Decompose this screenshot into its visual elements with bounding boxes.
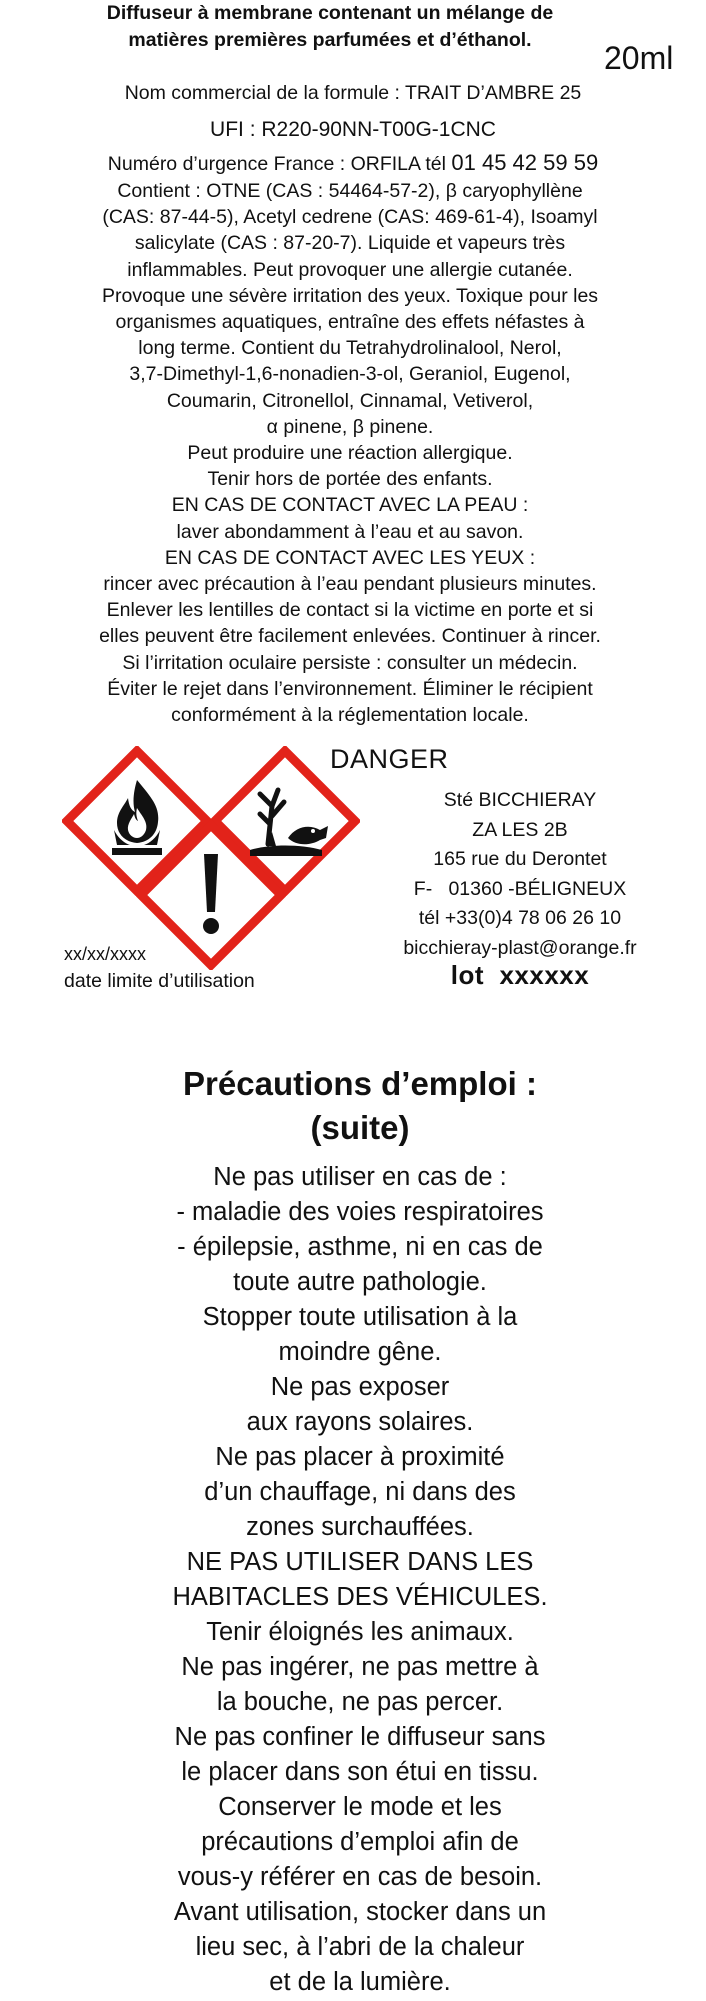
precaution-line: Ne pas utiliser en cas de : [213, 1163, 507, 1191]
company-zone: ZA LES 2B [472, 818, 568, 841]
precaution-line: moindre gêne. [278, 1338, 442, 1366]
product-header [30, 0, 630, 54]
precaution-line: le placer dans son étui en tissu. [181, 1758, 539, 1786]
precaution-line: vous-y référer en cas de besoin. [177, 1863, 543, 1891]
precaution-line: Stopper toute utilisation à la [202, 1303, 518, 1331]
precaution-line: Ne pas exposer [270, 1373, 450, 1401]
precaution-line: précautions d’emploi afin de [201, 1828, 519, 1856]
expiry-date: xx/xx/xxxx [64, 944, 147, 964]
composition-line: rincer avec précaution à l’eau pendant plusieurs minutes. [103, 573, 597, 596]
composition-line: 3,7-Dimethyl-1,6-nonadien-3-ol, Geraniol, Eugenol, [129, 363, 571, 386]
precaution-line: la bouche, ne pas percer. [216, 1688, 504, 1716]
precaution-line: d’un chauffage, ni dans des [204, 1478, 516, 1506]
precaution-line: Ne pas confiner le diffuseur sans [174, 1723, 546, 1751]
composition-line: conformément à la réglementation locale. [171, 704, 529, 727]
company-street: 165 rue du Derontet [433, 848, 607, 870]
precaution-line: NE PAS UTILISER DANS LES [186, 1548, 534, 1576]
precautions-text [100, 1160, 620, 2000]
composition-line: Enlever les lentilles de contact si la victime en porte et si [106, 599, 594, 622]
composition-line: elles peuvent être facilement enlevées. Continuer à rincer. [99, 625, 601, 648]
composition-line: EN CAS DE CONTACT AVEC LA PEAU : [171, 494, 529, 517]
expiry-label: date limite d’utilisation [64, 970, 255, 992]
composition-line: α pinene, β pinene. [266, 415, 434, 438]
composition-line: Contient : OTNE (CAS : 54464-57-2), β caryophyllène [117, 180, 583, 202]
precaution-line: Ne pas ingérer, ne pas mettre à [181, 1653, 539, 1681]
company-phone: tél +33(0)4 78 06 26 10 [418, 907, 622, 929]
precautions-title-line-2: (suite) [310, 1109, 410, 1146]
composition-line: long terme. Contient du Tetrahydrolinalool, Nerol, [138, 337, 562, 360]
company-city: F- 01360 -BÉLIGNEUX [413, 877, 627, 900]
precaution-line: Tenir éloignés les animaux. [206, 1618, 514, 1646]
precaution-line: HABITACLES DES VÉHICULES. [172, 1583, 548, 1611]
precaution-line: - maladie des voies respiratoires [176, 1198, 544, 1226]
composition-line: Peut produire une réaction allergique. [187, 442, 513, 465]
header-line-1: Diffuseur à membrane contenant un mélange de [106, 2, 554, 24]
volume: 20ml [604, 40, 674, 76]
composition-line: Coumarin, Citronellol, Cinnamal, Vetiverol, [166, 389, 534, 412]
composition-line: inflammables. Peut provoquer une allergie cutanée. [127, 258, 573, 281]
composition-line: Tenir hors de portée des enfants. [207, 468, 493, 491]
company-address [372, 786, 668, 963]
precaution-line: - épilepsie, asthme, ni en cas de [177, 1233, 543, 1261]
precaution-line: lieu sec, à l’abri de la chaleur [195, 1933, 525, 1961]
emergency-number [0, 150, 706, 176]
signal-word: DANGER [330, 744, 449, 774]
company-email: bicchieray-plast@orange.fr [403, 936, 637, 959]
composition-line: organismes aquatiques, entraîne des effets néfastes à [115, 311, 585, 334]
commercial-name: Nom commercial de la formule : TRAIT D’AMBRE 25 [124, 82, 582, 104]
composition-line: EN CAS DE CONTACT AVEC LES YEUX : [164, 546, 536, 569]
precautions-title [110, 1062, 610, 1150]
precaution-line: et de la lumière. [269, 1968, 451, 1996]
composition-text [40, 178, 660, 728]
company-name: Sté BICCHIERAY [443, 789, 597, 811]
header-line-2: matières premières parfumées et d’éthanol. [128, 29, 532, 51]
exclamation-icon [136, 820, 286, 970]
composition-line: Éviter le rejet dans l’environnement. Éliminer le récipient [107, 677, 593, 700]
precautions-title-line-1: Précautions d’emploi : [183, 1065, 537, 1102]
precaution-line: Conserver le mode et les [218, 1793, 502, 1821]
composition-line: laver abondamment à l’eau et au savon. [176, 520, 524, 543]
composition-line: (CAS: 87-44-5), Acetyl cedrene (CAS: 469-61-4), Isoamyl [102, 206, 598, 229]
composition-line: salicylate (CAS : 87-20-7). Liquide et vapeurs très [134, 232, 566, 255]
precaution-line: Avant utilisation, stocker dans un [173, 1898, 547, 1926]
precaution-line: toute autre pathologie. [233, 1268, 487, 1296]
precaution-line: zones surchauffées. [246, 1513, 474, 1541]
emergency-phone: 01 45 42 59 59 [451, 150, 599, 175]
lot-number: lot xxxxxx [450, 960, 590, 990]
composition-line: Provoque une sévère irritation des yeux. Toxique pour les [101, 284, 599, 307]
precaution-line: aux rayons solaires. [246, 1408, 474, 1436]
precaution-line: Ne pas placer à proximité [215, 1443, 505, 1471]
ufi-code: UFI : R220-90NN-T00G-1CNC [210, 118, 496, 141]
emergency-label: Numéro d’urgence France : ORFILA tél [107, 153, 452, 175]
composition-line: Si l’irritation oculaire persiste : consulter un médecin. [122, 651, 578, 674]
